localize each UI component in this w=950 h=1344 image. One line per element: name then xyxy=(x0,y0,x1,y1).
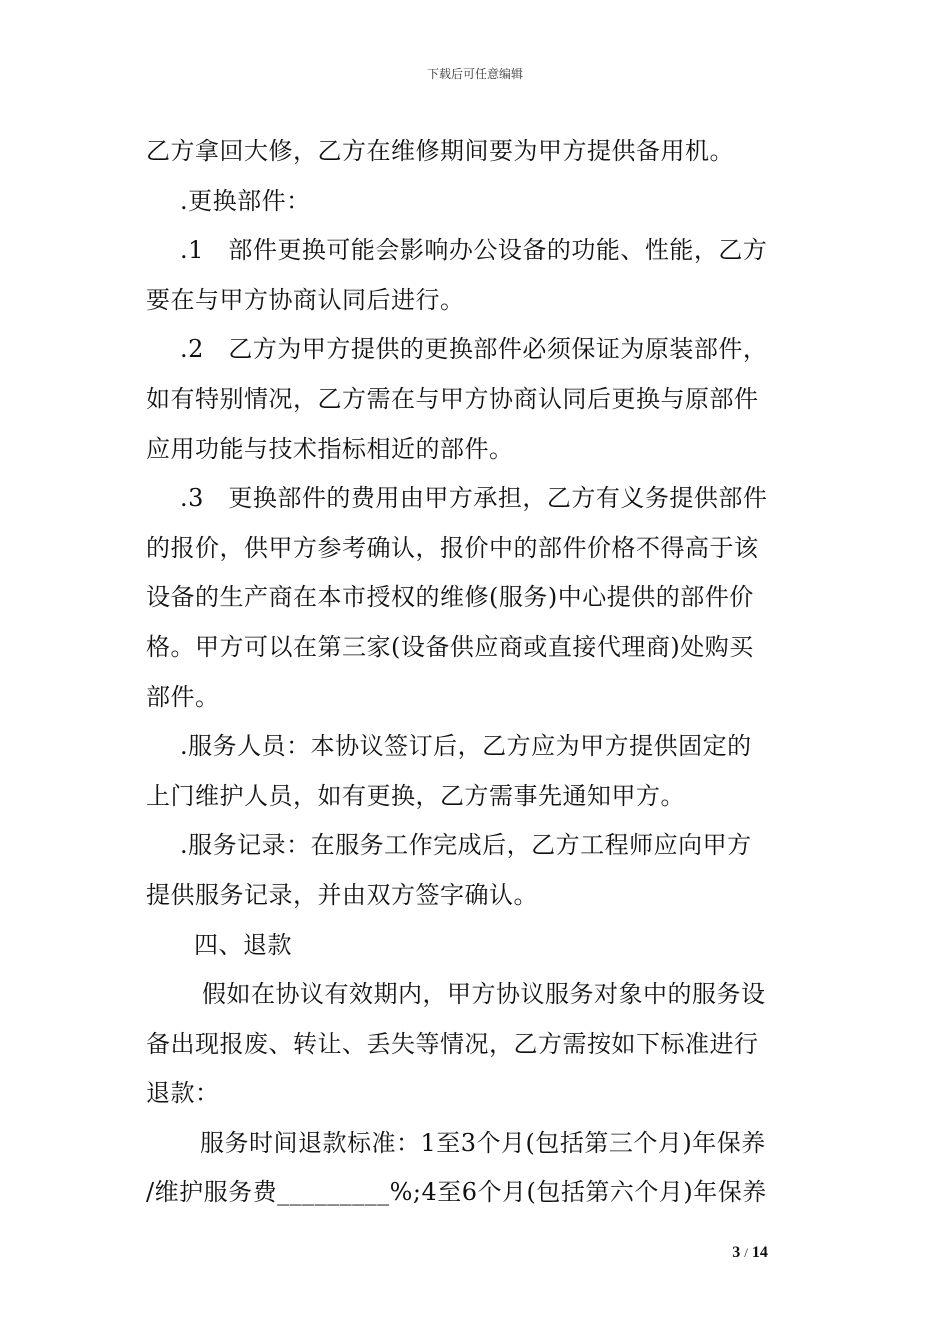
paragraph-line: .服务人员：本协议签订后，乙方应为甲方提供固定的 xyxy=(180,732,752,761)
paragraph-line: /维护服务费_________%;4至6个月(包括第六个月)年保养 xyxy=(146,1178,767,1207)
paragraph-line: 服务时间退款标准：1至3个月(包括第三个月)年保养 xyxy=(200,1128,766,1157)
current-page: 3 xyxy=(732,1244,741,1261)
total-pages: 14 xyxy=(751,1244,768,1261)
paragraph-line: 提供服务记录，并由双方签字确认。 xyxy=(146,880,538,909)
section-heading-refund: 四、退款 xyxy=(194,930,292,959)
paragraph-line: 部件。 xyxy=(146,682,220,711)
paragraph-line: .3 更换部件的费用由甲方承担，乙方有义务提供部件 xyxy=(180,484,768,513)
paragraph-line: 如有特别情况，乙方需在与甲方协商认同后更换与原部件 xyxy=(146,384,759,413)
paragraph-line: 备出现报废、转让、丢失等情况，乙方需按如下标准进行 xyxy=(146,1029,759,1058)
paragraph-line: 乙方拿回大修，乙方在维修期间要为甲方提供备用机。 xyxy=(146,137,734,165)
paragraph-line: 退款： xyxy=(146,1079,220,1108)
page-header: 下载后可任意编辑 xyxy=(426,67,523,81)
paragraph-line: 假如在协议有效期内，甲方协议服务对象中的服务设 xyxy=(202,980,766,1009)
paragraph-line: .2 乙方为甲方提供的更换部件必须保证为原装部件， xyxy=(180,335,768,364)
paragraph-line: 设备的生产商在本市授权的维修(服务)中心提供的部件价 xyxy=(146,583,754,612)
paragraph-line: 要在与甲方协商认同后进行。 xyxy=(146,285,465,314)
paragraph-line: 应用功能与技术指标相近的部件。 xyxy=(146,434,514,463)
paragraph-line: .服务记录：在服务工作完成后，乙方工程师应向甲方 xyxy=(180,831,752,860)
page-separator: / xyxy=(744,1245,748,1260)
paragraph-line: .1 部件更换可能会影响办公设备的功能、性能，乙方 xyxy=(180,236,768,265)
paragraph-line: 格。甲方可以在第三家(设备供应商或直接代理商)处购买 xyxy=(146,632,754,661)
page-number xyxy=(700,1244,800,1262)
paragraph-line: 上门维护人员，如有更换，乙方需事先通知甲方。 xyxy=(146,781,685,810)
section-heading-replace-parts: .更换部件： xyxy=(180,186,311,215)
document-body xyxy=(146,127,808,1218)
paragraph-line: 的报价，供甲方参考确认，报价中的部件价格不得高于该 xyxy=(146,533,759,562)
